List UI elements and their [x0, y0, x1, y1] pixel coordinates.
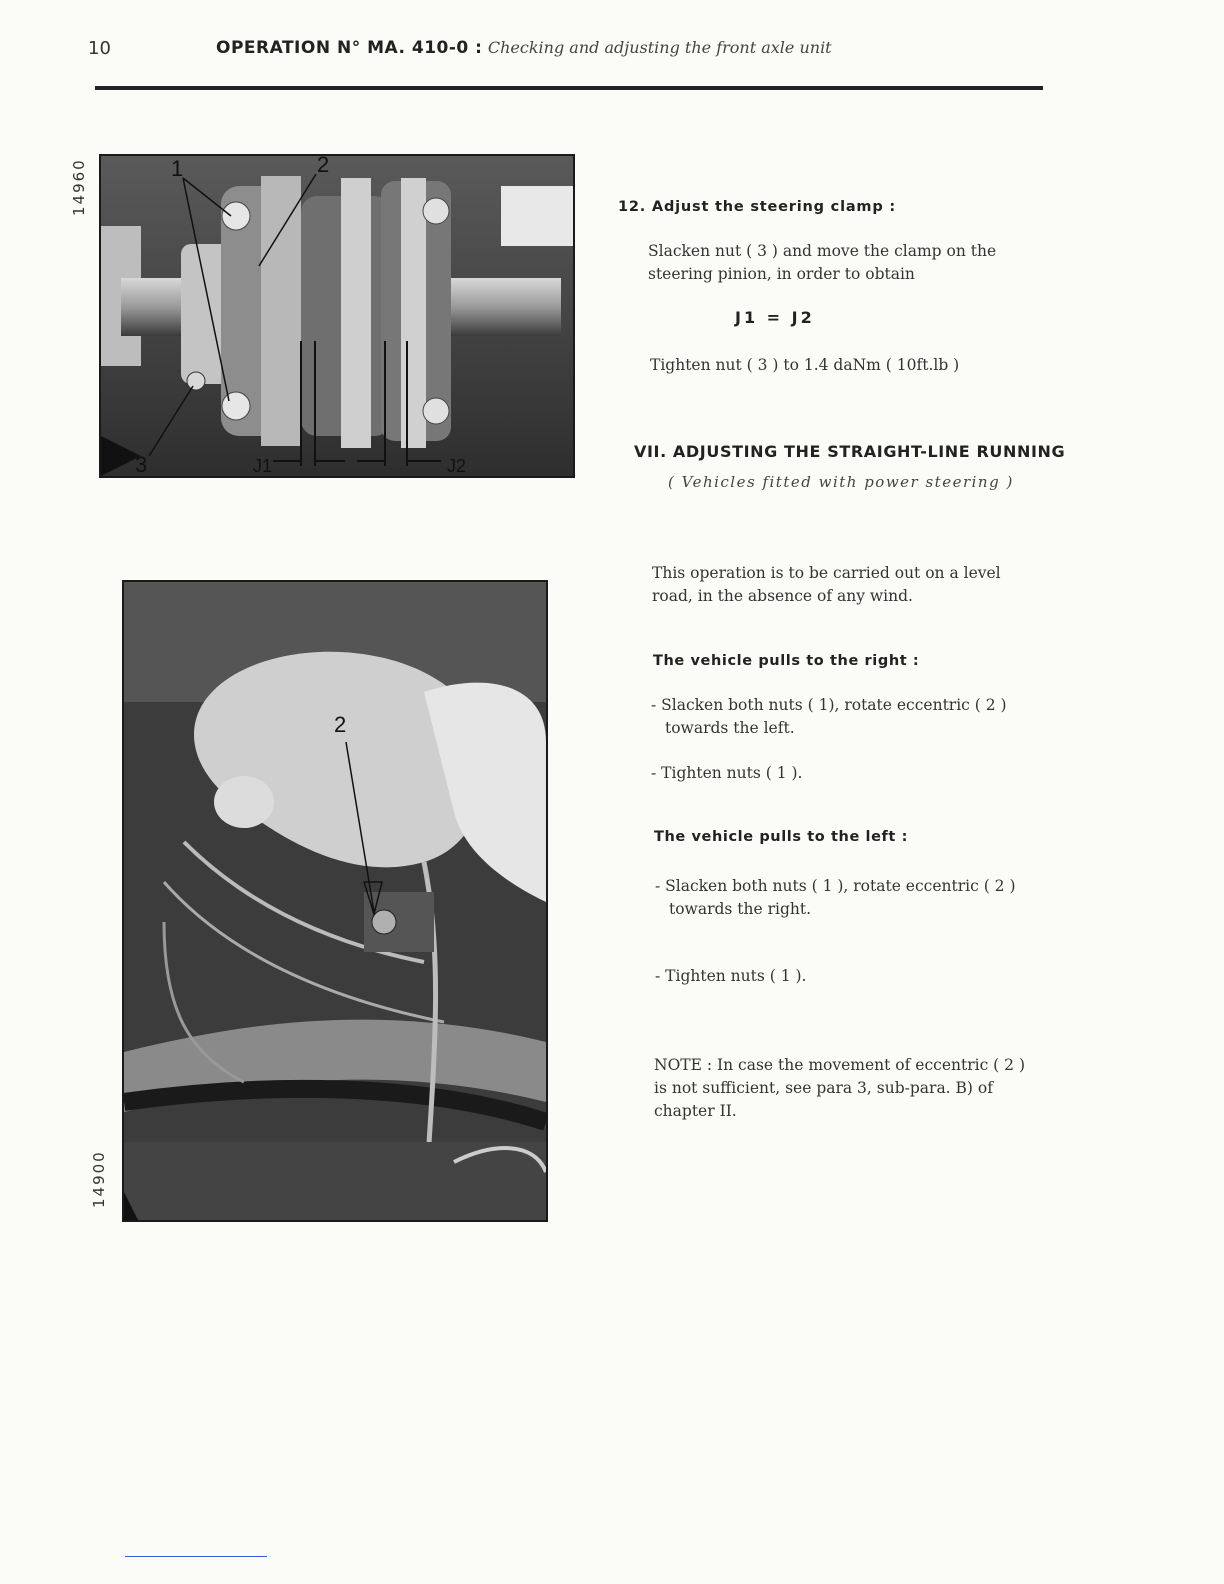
header-rule: [95, 86, 1043, 90]
section-subtitle: ( Vehicles fitted with power steering ): [668, 473, 1014, 491]
section-intro: [652, 562, 1032, 608]
page-header: [216, 38, 832, 58]
step-12-title: 12. Adjust the steering clamp :: [618, 199, 896, 215]
page-number: 10: [88, 38, 111, 59]
callout-j2: J2: [447, 456, 467, 476]
pulls-left-step-2: - Tighten nuts ( 1 ).: [655, 967, 807, 985]
note-paragraph: [654, 1054, 1039, 1123]
pulls-right-heading: The vehicle pulls to the right :: [653, 653, 920, 669]
step-12-line-2: steering pinion, in order to obtain: [648, 265, 915, 283]
note-line-3: chapter II.: [654, 1102, 737, 1120]
step-12-line-1: Slacken nut ( 3 ) and move the clamp on the: [648, 242, 997, 260]
pulls-right-step-2: - Tighten nuts ( 1 ).: [651, 764, 803, 782]
footer-link-line: [125, 1556, 267, 1557]
pulls-left-step-1-line-2: towards the right.: [669, 900, 812, 918]
callout-2: 2: [317, 156, 330, 177]
tighten-instruction: Tighten nut ( 3 ) to 1.4 daNm ( 10ft.lb ): [650, 356, 960, 374]
figure-steering-clamp: [99, 154, 575, 478]
callout-j1: J1: [253, 456, 273, 476]
figure-1-id: 14960: [70, 158, 88, 216]
clearance-formula: J1 = J2: [735, 308, 815, 327]
operation-subtitle: Checking and adjusting the front axle unit: [487, 38, 832, 57]
steering-clamp-photo: [101, 156, 573, 476]
note-line-2: is not sufficient, see para 3, sub-para. B) of: [654, 1079, 993, 1097]
figure-2-id: 14900: [90, 1150, 108, 1208]
intro-line-2: road, in the absence of any wind.: [652, 587, 913, 605]
operation-number: OPERATION N° MA. 410-0 :: [216, 38, 483, 58]
note-line-1: NOTE : In case the movement of eccentric ( 2 ): [654, 1056, 1025, 1074]
pulls-right-step-1-line-2: towards the left.: [665, 719, 795, 737]
pulls-right-step-1-line-1: - Slacken both nuts ( 1), rotate eccentric ( 2 ): [651, 696, 1007, 714]
pulls-left-step-1: [655, 875, 1035, 921]
step-12-instructions: [648, 240, 1028, 286]
section-title: VII. ADJUSTING THE STRAIGHT-LINE RUNNING: [634, 442, 1066, 461]
eccentric-adjustment-photo: [124, 582, 546, 1220]
figure-eccentric-adjustment: [122, 580, 548, 1222]
callout-3: 3: [135, 452, 148, 476]
pulls-left-step-1-line-1: - Slacken both nuts ( 1 ), rotate eccentric ( 2 ): [655, 877, 1016, 895]
callout-1: 1: [171, 156, 184, 181]
callout-2: 2: [334, 712, 347, 737]
intro-line-1: This operation is to be carried out on a level: [652, 564, 1001, 582]
pulls-right-step-1: [651, 694, 1031, 740]
pulls-left-heading: The vehicle pulls to the left :: [654, 829, 909, 845]
